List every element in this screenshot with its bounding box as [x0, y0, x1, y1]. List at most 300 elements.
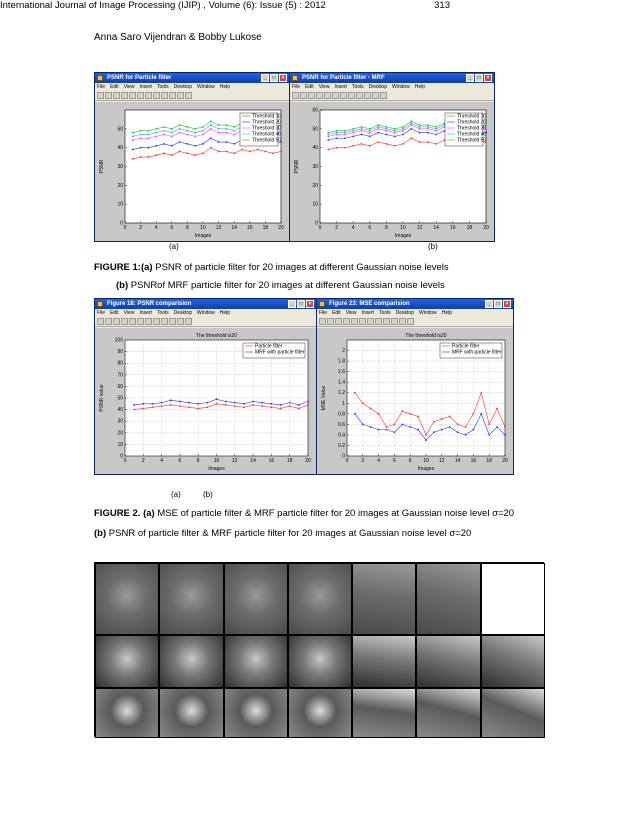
menu-item-tools[interactable]: Tools — [156, 310, 169, 316]
figure-toolbar — [317, 317, 513, 327]
data-point — [386, 143, 388, 145]
toolbar-tool-icon[interactable] — [153, 318, 160, 325]
data-point — [427, 141, 429, 143]
data-point — [202, 134, 204, 136]
data-point — [163, 143, 165, 145]
x-tick-label: 18 — [466, 225, 473, 231]
toolbar-tool-icon[interactable] — [391, 318, 398, 325]
toolbar-tool-icon[interactable] — [185, 92, 192, 99]
menu-item-view[interactable]: View — [345, 310, 357, 316]
menu-item-insert[interactable]: Insert — [139, 84, 152, 90]
result-image-cell — [95, 635, 159, 688]
data-point — [152, 403, 154, 405]
toolbar-tool-icon[interactable] — [161, 92, 168, 99]
result-image-cell — [481, 688, 545, 738]
data-point — [289, 402, 291, 404]
data-point — [257, 149, 259, 151]
toolbar-tool-icon[interactable] — [335, 318, 342, 325]
maximize-icon[interactable]: □ — [475, 74, 483, 82]
data-point — [171, 128, 173, 130]
result-image-cell — [224, 563, 288, 635]
data-point — [210, 124, 212, 126]
data-point — [233, 130, 235, 132]
toolbar-tool-icon[interactable] — [113, 92, 120, 99]
toolbar-tool-icon[interactable] — [364, 92, 371, 99]
figure1-caption: FIGURE 1:(a) PSNR of particle filter for 20 images at different Gaussian noise levels — [94, 262, 449, 273]
data-point — [417, 416, 419, 418]
data-point — [465, 434, 467, 436]
x-tick-label: 6 — [393, 458, 396, 464]
toolbar-tool-icon[interactable] — [375, 318, 382, 325]
data-point — [336, 130, 338, 132]
toolbar-tool-icon[interactable] — [105, 318, 112, 325]
toolbar-tool-icon[interactable] — [121, 92, 128, 99]
result-image-cell — [159, 635, 223, 688]
window-title: Figure 18: PSNR comparision — [107, 301, 192, 307]
chart-svg — [317, 328, 513, 474]
data-point — [504, 434, 506, 436]
toolbar-tool-icon[interactable] — [319, 318, 326, 325]
result-image-cell — [288, 688, 352, 738]
data-point — [234, 402, 236, 404]
legend-entry: MRF with particle filter — [452, 349, 502, 356]
data-point — [161, 402, 163, 404]
data-point — [148, 134, 150, 136]
data-point — [252, 401, 254, 403]
legend-entry: Threshold 40 — [457, 131, 487, 138]
x-axis-label: Images — [208, 466, 225, 472]
result-image-grid — [94, 562, 544, 737]
y-tick-label: 50 — [117, 126, 123, 133]
toolbar-tool-icon[interactable] — [97, 92, 104, 99]
data-point — [344, 132, 346, 134]
data-point — [133, 409, 135, 411]
menu-item-window[interactable]: Window — [418, 310, 437, 316]
toolbar-tool-icon[interactable] — [383, 318, 390, 325]
data-point — [327, 132, 329, 134]
menu-item-window[interactable]: Window — [196, 84, 215, 90]
y-tick-label: 40 — [117, 407, 123, 414]
toolbar-tool-icon[interactable] — [380, 92, 387, 99]
matlab-figure-icon — [97, 75, 103, 81]
data-point — [197, 403, 199, 405]
x-tick-label: 12 — [232, 458, 238, 464]
toolbar-tool-icon[interactable] — [356, 92, 363, 99]
x-tick-label: 14 — [433, 225, 439, 231]
data-point — [155, 128, 157, 130]
data-point — [377, 132, 379, 134]
result-image-cell — [481, 563, 545, 635]
y-tick-label: 50 — [117, 395, 123, 402]
toolbar-tool-icon[interactable] — [145, 92, 152, 99]
x-tick-label: 20 — [483, 225, 489, 231]
toolbar-tool-icon[interactable] — [185, 318, 192, 325]
legend-entry: MRF with particle filter — [255, 349, 305, 356]
data-point — [155, 145, 157, 147]
maximize-icon[interactable]: □ — [297, 300, 305, 308]
data-point — [148, 130, 150, 132]
data-point — [243, 403, 245, 405]
y-axis-label: PSNR — [99, 159, 105, 174]
data-point — [280, 404, 282, 406]
menu-item-tools[interactable]: Tools — [156, 84, 169, 90]
data-point — [369, 145, 371, 147]
data-point — [210, 128, 212, 130]
legend-entry: Particle filter — [452, 343, 480, 350]
toolbar-tool-icon[interactable] — [137, 318, 144, 325]
menu-item-file[interactable]: File — [319, 310, 328, 316]
result-image-cell — [352, 563, 416, 635]
result-image-cell — [288, 563, 352, 635]
toolbar-tool-icon[interactable] — [161, 318, 168, 325]
data-point — [140, 156, 142, 158]
menu-item-help[interactable]: Help — [219, 84, 231, 90]
y-axis-label: MSE Value — [321, 385, 327, 411]
data-point — [402, 134, 404, 136]
menu-item-file[interactable]: File — [97, 310, 106, 316]
toolbar-tool-icon[interactable] — [105, 92, 112, 99]
menu-item-edit[interactable]: Edit — [305, 84, 314, 90]
menu-item-file[interactable]: File — [97, 84, 106, 90]
toolbar-tool-icon[interactable] — [177, 92, 184, 99]
menu-item-desktop[interactable]: Desktop — [368, 84, 387, 90]
result-image-cell — [288, 635, 352, 688]
close-icon[interactable]: × — [503, 300, 511, 308]
window-titlebar[interactable] — [95, 73, 289, 83]
figure2-caption: FIGURE 2. (a) MSE of particle filter & MRF particle filter for 20 images at Gaussian noise level σ=20 — [94, 508, 515, 519]
menu-item-view[interactable]: View — [123, 310, 135, 316]
menu-item-insert[interactable]: Insert — [334, 84, 347, 90]
data-point — [202, 143, 204, 145]
toolbar-tool-icon[interactable] — [97, 318, 104, 325]
toolbar-tool-icon[interactable] — [121, 318, 128, 325]
data-point — [194, 154, 196, 156]
data-point — [344, 147, 346, 149]
data-point — [140, 130, 142, 132]
data-point — [179, 405, 181, 407]
data-point — [210, 147, 212, 149]
y-tick-label: 1.8 — [338, 358, 345, 365]
data-point — [377, 128, 379, 130]
result-image-cell — [352, 688, 416, 738]
data-point — [427, 128, 429, 130]
data-point — [427, 132, 429, 134]
toolbar-tool-icon[interactable] — [169, 318, 176, 325]
toolbar-tool-icon[interactable] — [129, 318, 136, 325]
menu-item-window[interactable]: Window — [391, 84, 410, 90]
x-tick-label: 18 — [286, 458, 293, 464]
data-point — [369, 130, 371, 132]
menu-item-file[interactable]: File — [292, 84, 301, 90]
data-point — [148, 147, 150, 149]
data-point — [378, 413, 380, 415]
toolbar-tool-icon[interactable] — [372, 92, 379, 99]
menu-item-desktop[interactable]: Desktop — [395, 310, 414, 316]
data-point — [378, 429, 380, 431]
toolbar-tool-icon[interactable] — [113, 318, 120, 325]
chart-title: The threshold is20 — [195, 333, 238, 339]
y-tick-label: 0 — [120, 220, 123, 227]
data-point — [216, 403, 218, 405]
legend-entry: Particle filter — [255, 343, 283, 350]
y-tick-label: 0.2 — [338, 442, 345, 449]
x-tick-label: 4 — [377, 458, 380, 464]
data-point — [394, 135, 396, 137]
data-point — [194, 145, 196, 147]
footer-journal: International Journal of Image Processing (IJIP) , Volume (6): Issue (5) : 2012 — [0, 0, 326, 11]
data-point — [386, 130, 388, 132]
chart-svg — [95, 102, 289, 241]
toolbar-tool-icon[interactable] — [324, 92, 331, 99]
data-point — [163, 126, 165, 128]
menu-item-help[interactable]: Help — [414, 84, 426, 90]
close-icon[interactable]: × — [306, 300, 314, 308]
menu-item-edit[interactable]: Edit — [110, 310, 119, 316]
data-point — [386, 128, 388, 130]
menu-item-desktop[interactable]: Desktop — [173, 310, 192, 316]
x-tick-label: 2 — [335, 225, 338, 231]
data-point — [410, 124, 412, 126]
legend-entry: Threshold 50 — [252, 137, 282, 144]
figure2-window-b — [316, 298, 514, 475]
data-point — [441, 429, 443, 431]
data-point — [344, 130, 346, 132]
y-tick-label: 0 — [315, 220, 318, 227]
figure2-caption-line2: (b) PSNR of particle filter & MRF particle filter for 20 images at Gaussian noise level σ=20 — [94, 528, 472, 539]
toolbar-tool-icon[interactable] — [300, 92, 307, 99]
legend-entry: Threshold 30 — [252, 125, 282, 132]
data-point — [417, 429, 419, 431]
window-titlebar[interactable] — [317, 299, 513, 309]
data-point — [394, 145, 396, 147]
data-point — [401, 410, 403, 412]
data-point — [370, 408, 372, 410]
data-point — [206, 402, 208, 404]
data-point — [171, 132, 173, 134]
menu-item-view[interactable]: View — [318, 84, 330, 90]
data-point — [187, 134, 189, 136]
page-footer — [0, 0, 450, 11]
x-tick-label: 0 — [123, 458, 127, 464]
data-point — [449, 426, 451, 428]
result-image-cell — [416, 563, 480, 635]
data-point — [327, 139, 329, 141]
data-point — [133, 404, 135, 406]
data-point — [352, 135, 354, 137]
y-tick-label: 70 — [117, 372, 123, 379]
toolbar-tool-icon[interactable] — [292, 92, 299, 99]
data-point — [352, 145, 354, 147]
menu-item-help[interactable]: Help — [441, 310, 453, 316]
toolbar-tool-icon[interactable] — [169, 92, 176, 99]
result-image-cell — [159, 563, 223, 635]
menu-item-insert[interactable]: Insert — [139, 310, 152, 316]
y-axis-label: PSNR value — [99, 384, 105, 412]
data-point — [480, 413, 482, 415]
result-image-cell — [95, 563, 159, 635]
toolbar-tool-icon[interactable] — [308, 92, 315, 99]
data-point — [344, 137, 346, 139]
data-point — [132, 135, 134, 137]
data-point — [435, 134, 437, 136]
data-point — [352, 132, 354, 134]
data-point — [210, 120, 212, 122]
toolbar-tool-icon[interactable] — [177, 318, 184, 325]
toolbar-tool-icon[interactable] — [359, 318, 366, 325]
toolbar-tool-icon[interactable] — [153, 92, 160, 99]
legend-entry: Threshold 10 — [457, 113, 487, 120]
page-number: 313 — [434, 0, 450, 11]
menu-item-window[interactable]: Window — [196, 310, 215, 316]
data-point — [327, 135, 329, 137]
data-point — [218, 151, 220, 153]
menu-bar — [290, 83, 494, 91]
menu-item-insert[interactable]: Insert — [361, 310, 374, 316]
data-point — [163, 134, 165, 136]
data-point — [142, 403, 144, 405]
data-point — [361, 128, 363, 130]
data-point — [354, 392, 356, 394]
data-point — [261, 402, 263, 404]
menu-item-view[interactable]: View — [123, 84, 135, 90]
data-point — [194, 135, 196, 137]
data-point — [435, 143, 437, 145]
data-point — [361, 126, 363, 128]
data-point — [344, 134, 346, 136]
data-point — [179, 401, 181, 403]
data-point — [140, 134, 142, 136]
toolbar-tool-icon[interactable] — [407, 318, 414, 325]
data-point — [249, 151, 251, 153]
data-point — [336, 132, 338, 134]
figure-toolbar — [95, 91, 289, 101]
maximize-icon[interactable]: □ — [494, 300, 502, 308]
y-tick-label: 10 — [117, 441, 123, 448]
data-point — [226, 124, 228, 126]
window-titlebar[interactable] — [95, 299, 316, 309]
data-point — [369, 128, 371, 130]
menu-bar — [95, 309, 316, 317]
data-point — [179, 128, 181, 130]
menu-item-tools[interactable]: Tools — [351, 84, 364, 90]
data-point — [179, 124, 181, 126]
menu-item-edit[interactable]: Edit — [110, 84, 119, 90]
y-tick-label: 1.4 — [338, 379, 345, 386]
data-point — [427, 126, 429, 128]
x-tick-label: 20 — [502, 458, 508, 464]
data-point — [280, 408, 282, 410]
window-titlebar[interactable] — [290, 73, 494, 83]
data-point — [327, 134, 329, 136]
data-point — [435, 130, 437, 132]
data-point — [155, 132, 157, 134]
result-image-cell — [352, 635, 416, 688]
chart-title: The threshold is20 — [405, 333, 447, 339]
data-point — [171, 135, 173, 137]
chart-svg — [290, 102, 494, 241]
x-tick-label: 6 — [178, 458, 182, 464]
x-tick-label: 18 — [486, 458, 492, 464]
toolbar-tool-icon[interactable] — [327, 318, 334, 325]
data-point — [377, 126, 379, 128]
close-icon[interactable]: × — [279, 74, 287, 82]
menu-item-tools[interactable]: Tools — [378, 310, 391, 316]
x-tick-label: 14 — [250, 458, 256, 464]
menu-item-help[interactable]: Help — [219, 310, 231, 316]
toolbar-tool-icon[interactable] — [351, 318, 358, 325]
data-point — [187, 130, 189, 132]
minimize-icon[interactable]: _ — [261, 74, 269, 82]
close-icon[interactable]: × — [484, 74, 492, 82]
data-point — [140, 137, 142, 139]
maximize-icon[interactable]: □ — [270, 74, 278, 82]
y-tick-label: 100 — [114, 337, 123, 344]
minimize-icon[interactable]: _ — [288, 300, 296, 308]
figure1-label-a: (a) — [169, 242, 179, 251]
legend-entry: Threshold 20 — [252, 119, 282, 126]
data-point — [449, 416, 451, 418]
y-tick-label: 20 — [117, 430, 123, 437]
toolbar-tool-icon[interactable] — [343, 318, 350, 325]
toolbar-tool-icon[interactable] — [145, 318, 152, 325]
x-tick-label: 18 — [262, 225, 269, 231]
x-tick-label: 2 — [361, 458, 365, 464]
data-point — [386, 429, 388, 431]
result-image-cell — [95, 688, 159, 738]
data-point — [225, 404, 227, 406]
toolbar-tool-icon[interactable] — [348, 92, 355, 99]
figure-canvas — [95, 102, 289, 241]
data-point — [354, 413, 356, 415]
data-point — [473, 413, 475, 415]
matlab-figure-icon — [319, 301, 325, 307]
toolbar-tool-icon[interactable] — [340, 92, 347, 99]
result-image-cell — [416, 635, 480, 688]
x-tick-label: 12 — [416, 225, 423, 231]
x-tick-label: 20 — [305, 458, 311, 464]
data-point — [171, 145, 173, 147]
y-tick-label: 1.6 — [338, 369, 345, 376]
data-point — [233, 126, 235, 128]
x-tick-label: 10 — [200, 225, 206, 231]
minimize-icon[interactable]: _ — [466, 74, 474, 82]
data-point — [155, 135, 157, 137]
toolbar-tool-icon[interactable] — [316, 92, 323, 99]
toolbar-tool-icon[interactable] — [137, 92, 144, 99]
toolbar-tool-icon[interactable] — [399, 318, 406, 325]
data-point — [435, 126, 437, 128]
data-point — [234, 405, 236, 407]
x-tick-label: 4 — [160, 458, 163, 464]
menu-item-desktop[interactable]: Desktop — [173, 84, 192, 90]
minimize-icon[interactable]: _ — [485, 300, 493, 308]
data-point — [401, 423, 403, 425]
toolbar-tool-icon[interactable] — [332, 92, 339, 99]
toolbar-tool-icon[interactable] — [367, 318, 374, 325]
y-tick-label: 40 — [117, 145, 123, 152]
menu-item-edit[interactable]: Edit — [332, 310, 341, 316]
data-point — [265, 151, 267, 153]
data-point — [194, 128, 196, 130]
data-point — [163, 152, 165, 154]
toolbar-tool-icon[interactable] — [129, 92, 136, 99]
data-point — [210, 137, 212, 139]
result-image-cell — [481, 635, 545, 688]
legend-entry: Threshold 10 — [252, 113, 282, 120]
x-tick-label: 16 — [247, 225, 253, 231]
figure-toolbar — [95, 317, 316, 327]
data-point — [410, 128, 412, 130]
